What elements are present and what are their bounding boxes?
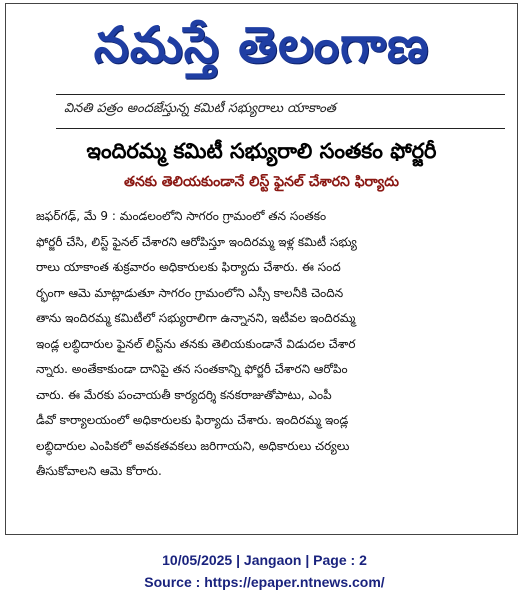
article-body [36,204,506,485]
article-line: లబ్ధిదారుల ఎంపికలో అవకతవకలు జరిగాయని, అధికారులు చర్యలు [36,438,350,453]
article-line: చారు. ఈ మేరకు పంచాయతీ కార్యదర్శి కనకరాజుతోపాటు, ఎంపీ [36,387,332,402]
newspaper-clipping [5,3,518,535]
edition-info: 10/05/2025 | Jangaon | Page : 2 [162,552,367,568]
article-line: రాలు యాకాంత శుక్రవారం అధికారులకు ఫిర్యాదు చేశారు. ఈ సంద [36,260,341,274]
divider-bottom [56,128,505,129]
article-line: ర్భంగా ఆమె మాట్లాడుతూ సాగరం గ్రామంలోని ఎస్సీ కాలనీకి చెందిన [36,285,344,300]
article-line: తాను ఇందిరమ్మ కమిటీలో సభ్యురాలిగా ఉన్నానని, ఇటీవల ఇందిరమ్మ [36,311,356,325]
article-subheadline: తనకు తెలియకుండానే లిస్ట్ ఫైనల్ చేశారని ఫిర్యాదు [124,174,399,190]
masthead-title: నమస్తే తెలంగాణ [93,15,430,74]
article-line: ఇండ్ల లబ్ధిదారుల ఫైనల్ లిస్ట్‌ను తనకు తెలియకుండానే విడుదల చేశార [36,336,356,351]
article-line: తీసుకోవాలని ఆమె కోరారు. [36,464,162,478]
article-line: జఫర్‌గఢ్, మే 9 : మండలంలోని సాగరం గ్రామంలో తన సంతకం [36,209,327,223]
article-line: ఫోర్జరీ చేసి, లిస్ట్ ఫైనల్ చేశారని ఆరోపిస్తూ ఇందిరమ్మ ఇళ్ల కమిటీ సభ్యు [36,234,357,249]
article-headline: ఇందిరమ్మ కమిటీ సభ్యురాలి సంతకం ఫోర్జరీ [86,139,437,163]
divider-top [56,94,505,95]
masthead [6,4,517,90]
source-link[interactable]: Source : https://epaper.ntnews.com/ [144,574,385,590]
photo-caption: వినతి పత్రం అందజేస్తున్న కమిటీ సభ్యురాలు యాకాంత [64,101,336,116]
article-line: డీవో కార్యాలయంలో అధికారులకు ఫిర్యాదు చేశారు. ఇందిరమ్మ ఇండ్ల [36,413,349,427]
article-line: న్నారు. అంతేకాకుండా దానిపై తన సంతకాన్ని ఫోర్జరీ చేశారని ఆరోపిం [36,362,348,376]
